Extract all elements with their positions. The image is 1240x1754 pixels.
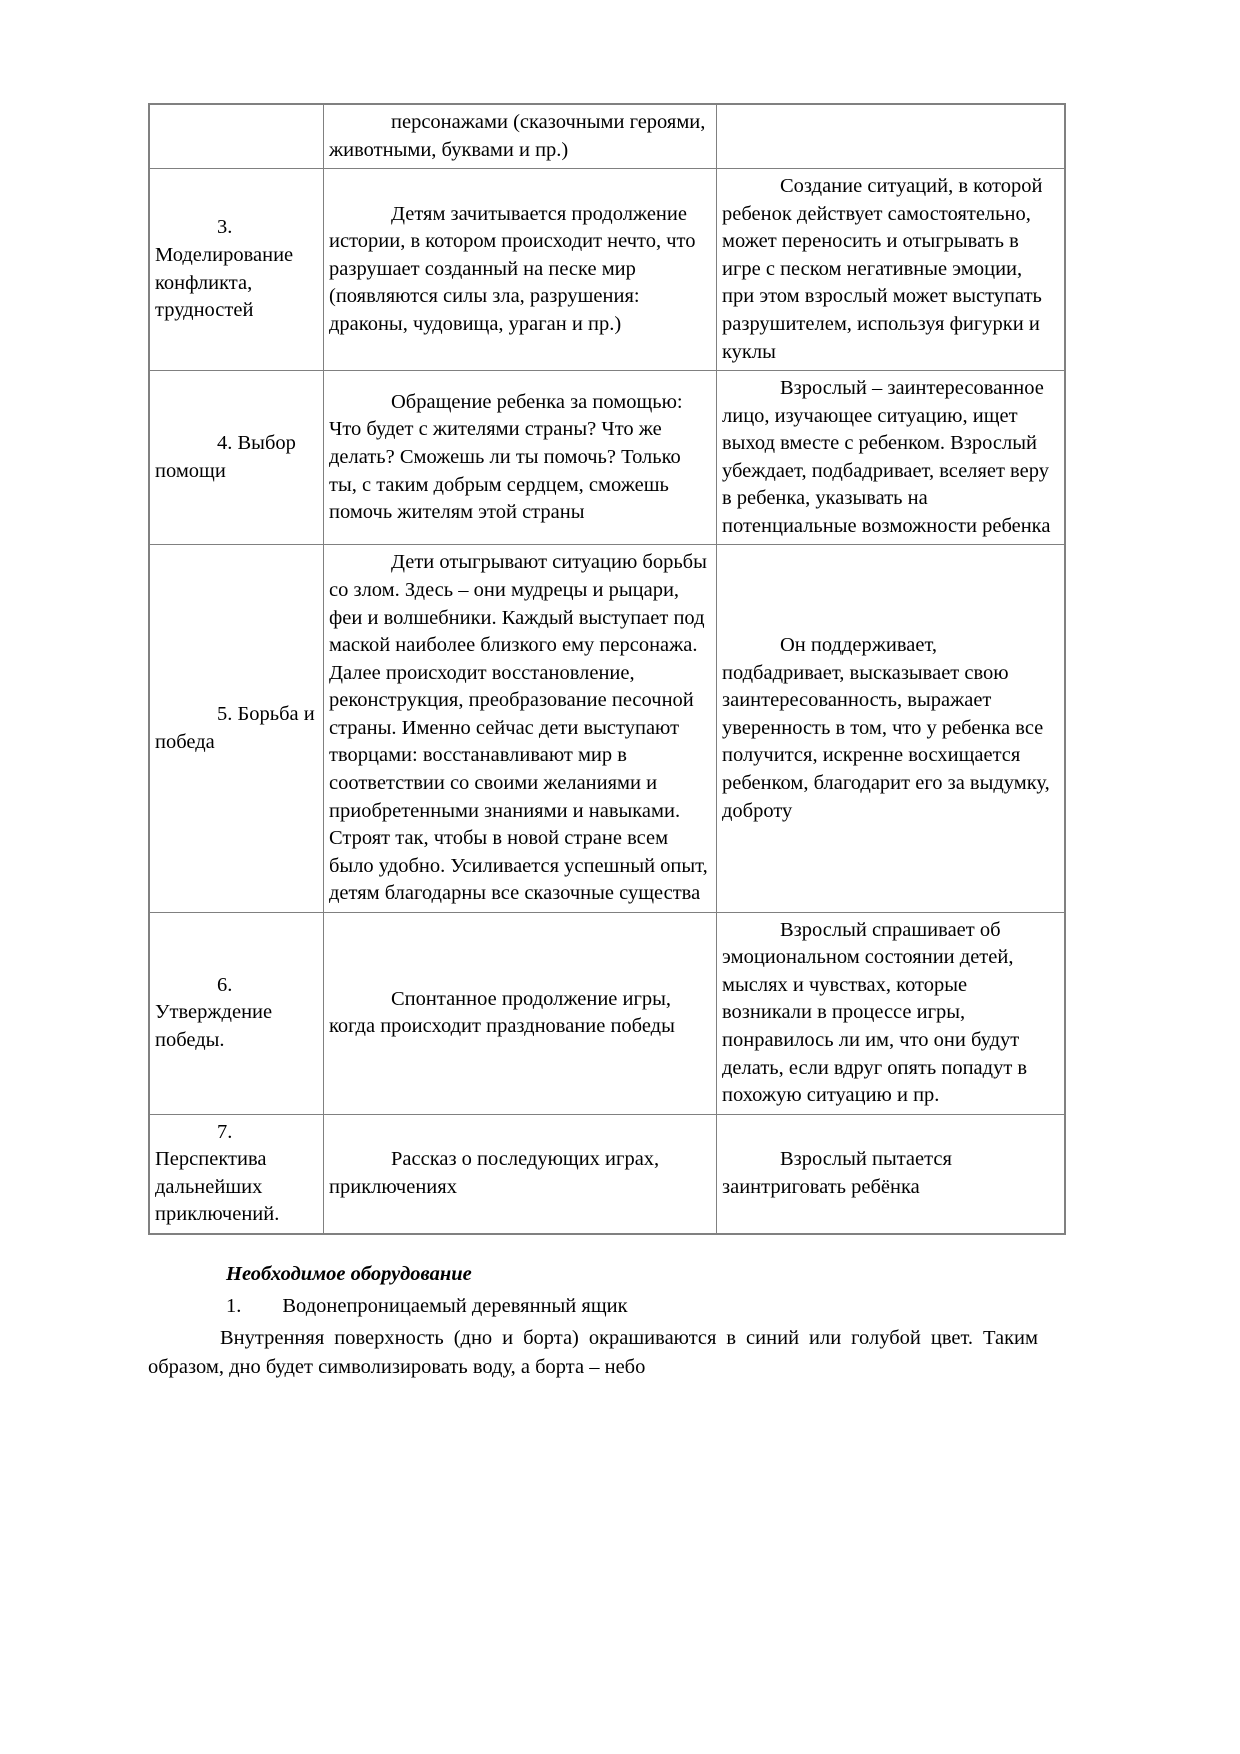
page-content: [148, 103, 1051, 1381]
description-cell: [324, 545, 717, 912]
description-cell: [324, 371, 717, 545]
description-cell: [324, 912, 717, 1114]
stage-label: 4. Выбор помощи: [155, 432, 296, 482]
description-text: Дети отыгрывают ситуацию борьбы со злом. Здесь – они мудрецы и рыцари, феи и волшебники. Каждый выступает под маской наиболее близкого ему персонажа. Далее происходит восстановление, реконструкция, преобразование песочной страны. Именно сейчас дети выступают творцами: восстанавливают мир в соответствии со своими желаниями и приобретенными знаниями и навыками. Строят так, чтобы в новой стране всем было удобно. Усиливается успешный опыт, детям благодарны все сказочные существа: [329, 551, 708, 905]
adult-role-cell: [717, 371, 1066, 545]
description-text: Спонтанное продолжение игры, когда происходит празднование победы: [329, 987, 675, 1038]
table-row: [149, 1114, 1065, 1234]
adult-role-text: Создание ситуаций, в которой ребенок действует самостоятельно, может переносить и отыгрывать в игре с песком негативные эмоции, при этом взрослый может выступать разрушителем, используя фигурки и куклы: [722, 175, 1043, 363]
stage-label: 6. Утверждение победы.: [155, 973, 273, 1051]
stage-cell: [149, 912, 324, 1114]
adult-role-cell: [717, 104, 1066, 169]
stage-cell: [149, 169, 324, 371]
stage-cell: [149, 371, 324, 545]
table-row: [149, 169, 1065, 371]
equipment-heading: Необходимое оборудование: [226, 1262, 472, 1285]
description-text: Обращение ребенка за помощью: Что будет с жителями страны? Что же делать? Сможешь ли ты помочь? Только ты, с таким добрым сердцем, сможешь помочь жителям этой страны: [329, 390, 683, 524]
table-row: [149, 545, 1065, 912]
adult-role-cell: [717, 1114, 1066, 1234]
description-cell: [324, 169, 717, 371]
adult-role-text: Взрослый – заинтересованное лицо, изучающее ситуацию, ищет выход вместе с ребенком. Взрослый убеждает, подбадривает, вселяет веру в ребенка, указывать на потенциальные возможности ребенка: [722, 377, 1051, 537]
stages-of-sand-play-table: [148, 103, 1066, 1235]
adult-role-cell: [717, 545, 1066, 912]
stage-label: 5. Борьба и победа: [155, 703, 315, 753]
description-cell: [324, 1114, 717, 1234]
table-row: [149, 104, 1065, 169]
description-cell: [324, 104, 717, 169]
equipment-paragraph: Внутренняя поверхность (дно и борта) окрашиваются в синий или голубой цвет. Таким образом, дно будет символизировать воду, а борта – небо: [148, 1327, 1038, 1378]
stage-label: 7. Перспектива дальнейших приключений.: [155, 1120, 280, 1226]
table-row: [149, 912, 1065, 1114]
adult-role-text: Он поддерживает, подбадривает, высказывает свою заинтересованность, выражает уверенность в том, что у ребенка все получится, искренне восхищается ребенком, благодарит его за выдумку, доброту: [722, 634, 1050, 822]
description-text: Рассказ о последующих играх, приключениях: [329, 1148, 660, 1198]
description-text: Детям зачитывается продолжение истории, в котором происходит нечто, что разрушает созданный на песке мир (появляются силы зла, разрушения: драконы, чудовища, ураган и пр.): [329, 202, 696, 335]
stage-cell: [149, 104, 324, 169]
adult-role-text: Взрослый спрашивает об эмоциональном состоянии детей, мыслях и чувствах, которые возникали в процессе игры, понравилось ли им, что они будут делать, если вдруг опять попадут в похожую ситуацию и пр.: [722, 918, 1028, 1107]
equipment-section: [148, 1261, 1038, 1381]
equipment-list-item: [148, 1293, 1038, 1321]
table-row: [149, 371, 1065, 545]
adult-role-cell: [717, 169, 1066, 371]
equipment-item-text: Водонепроницаемый деревянный ящик: [282, 1294, 628, 1317]
adult-role-text: Взрослый пытается заинтриговать ребёнка: [722, 1148, 952, 1198]
stage-cell: [149, 1114, 324, 1234]
description-text: персонажами (сказочными героями, животными, буквами и пр.): [329, 111, 706, 161]
equipment-item-number: 1.: [226, 1294, 242, 1317]
adult-role-cell: [717, 912, 1066, 1114]
stage-cell: [149, 545, 324, 912]
stage-label: 3. Моделирование конфликта, трудностей: [155, 216, 294, 322]
